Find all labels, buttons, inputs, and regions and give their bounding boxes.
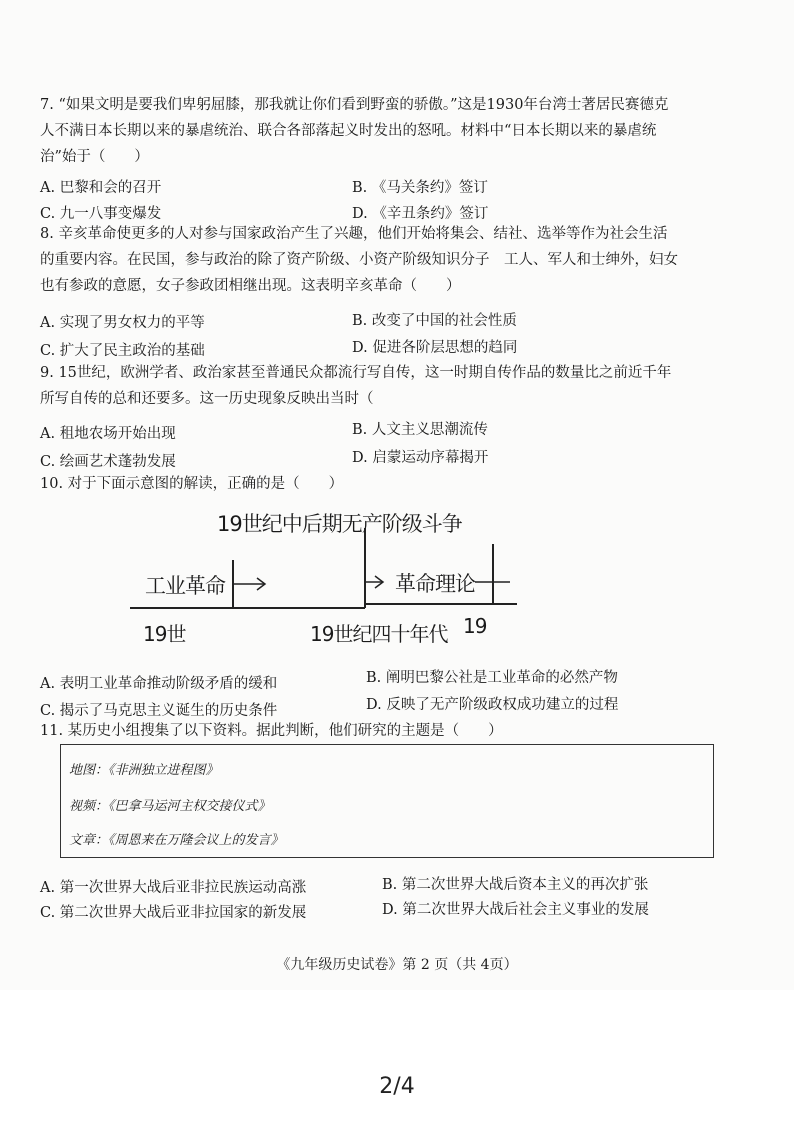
material-article: 文章：《周恩来在万隆会议上的发言》 [69,833,284,848]
question-11-stem: 11. 某历史小组搜集了以下资料。据此判断，他们研究的主题是（ ） [40,723,503,739]
question-8-option-c: C. 扩大了民主政治的基础 [40,343,205,359]
question-10-option-b: B. 阐明巴黎公社是工业革命的必然产物 [366,670,618,686]
question-10-stem: 10. 对于下面示意图的解读，正确的是（ ） [40,476,344,492]
diagram-tick-2: 19世纪四十年代 [310,622,448,646]
question-9-option-d: D. 启蒙运动序幕揭开 [352,450,489,466]
question-10-option-a: A. 表明工业革命推动阶级矛盾的缓和 [40,676,278,692]
question-7-stem: 7. “如果文明是要我们卑躬屈膝，那我就让你们看到野蛮的骄傲。”这是1930年台湾士著居民赛德克人不满日本长期以来的暴虐统治、联合各部落起义时发出的怒吼。材料中“日本长期以来的暴虐统治”始于（ ） [40,97,669,165]
question-11-option-b: B. 第二次世界大战后资本主义的再次扩张 [382,877,649,893]
diagram-tick-1: 19世 [143,622,186,646]
question-8-option-b: B. 改变了中国的社会性质 [352,313,517,329]
question-7-option-b: B. 《马关条约》签订 [352,180,488,196]
page-indicator: 2/4 [379,1074,415,1099]
question-9-stem: 9. 15世纪，欧洲学者、政治家甚至普通民众都流行写自传，这一时期自传作品的数量比之前近千年所写自传的总和还要多。这一历史现象反映出当时（ [40,365,672,407]
question-7-option-d: D. 《辛丑条约》签订 [352,206,489,222]
question-11-option-c: C. 第二次世界大战后亚非拉国家的新发展 [40,905,307,921]
material-map: 地图：《非洲独立进程图》 [69,763,219,778]
question-11-option-d: D. 第二次世界大战后社会主义事业的发展 [382,902,649,918]
question-11-option-a: A. 第一次世界大战后亚非拉民族运动高涨 [40,880,307,896]
diagram-tick-3: 19 [463,614,487,638]
question-10-option-c: C. 揭示了马克思主义诞生的历史条件 [40,703,278,719]
question-9-option-b: B. 人文主义思潮流传 [352,422,488,438]
material-video: 视频：《巴拿马运河主权交接仪式》 [69,799,271,814]
question-8-option-a: A. 实现了男女权力的平等 [40,315,205,331]
question-8-option-d: D. 促进各阶层思想的趋同 [352,340,518,356]
question-9-option-a: A. 租地农场开始出现 [40,426,176,442]
question-7-option-a: A. 巴黎和会的召开 [40,180,162,196]
question-7-option-c: C. 九一八事变爆发 [40,206,162,222]
diagram-title: 19世纪中后期无产阶级斗争 [217,512,462,536]
timeline-diagram [125,500,535,650]
question-9-option-c: C. 绘画艺术蓬勃发展 [40,454,176,470]
question-10-option-d: D. 反映了无产阶级政权成功建立的过程 [366,697,619,713]
diagram-label-industrial-revolution: 工业革命 [145,574,225,598]
page-footer: 《九年级历史试卷》第 2 页（共 4页） [276,957,518,973]
question-8-stem: 8. 辛亥革命使更多的人对参与国家政治产生了兴趣，他们开始将集会、结社、选举等作为社会生活的重要内容。在民国，参与政治的除了资产阶级、小资产阶级知识分子 工人、军人和士绅外，妇女也有参政的意愿，女子参政团相继出现。这表明辛亥革命（ ） [40,226,678,294]
diagram-label-revolutionary-theory: 革命理论 [395,572,475,596]
materials-box [60,744,714,858]
